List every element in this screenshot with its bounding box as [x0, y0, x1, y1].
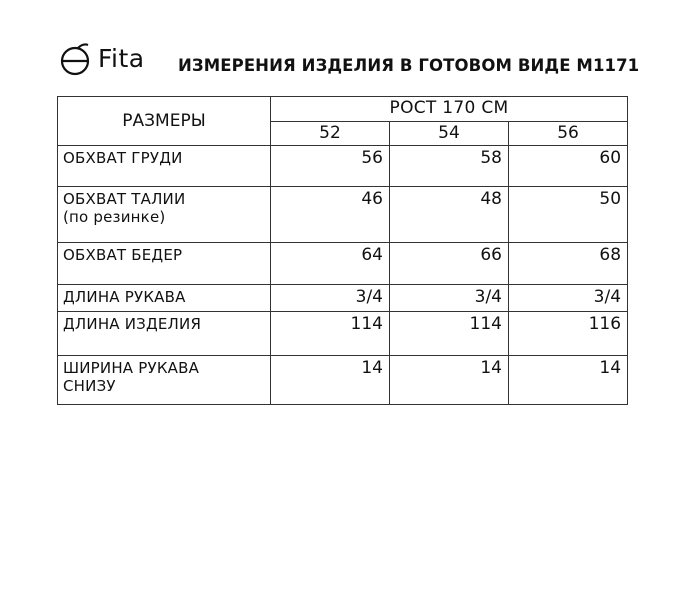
- row-value: 116: [509, 312, 628, 356]
- row-value: 66: [390, 243, 509, 285]
- brand-logo: [58, 40, 168, 80]
- table-row: [58, 187, 628, 243]
- row-label-text: ОБХВАТ ГРУДИ: [63, 149, 183, 167]
- table-row: [58, 312, 628, 356]
- row-value: 46: [271, 187, 390, 243]
- row-label-text: ДЛИНА ИЗДЕЛИЯ: [63, 315, 202, 333]
- measurement-table: [57, 96, 628, 405]
- row-value: 14: [509, 356, 628, 405]
- row-value: 68: [509, 243, 628, 285]
- row-value: 114: [390, 312, 509, 356]
- row-value: 60: [509, 146, 628, 187]
- height-header: РОСТ 170 СМ: [271, 97, 628, 122]
- brand-name: Fita: [98, 44, 145, 73]
- row-value: 56: [271, 146, 390, 187]
- table-row: [58, 146, 628, 187]
- row-label: [58, 146, 271, 187]
- row-value: 58: [390, 146, 509, 187]
- row-label-text: ДЛИНА РУКАВА: [63, 288, 186, 306]
- row-label: [58, 312, 271, 356]
- page-title: ИЗМЕРЕНИЯ ИЗДЕЛИЯ В ГОТОВОМ ВИДЕ М1171: [178, 56, 640, 75]
- row-value: 64: [271, 243, 390, 285]
- row-label: [58, 187, 271, 243]
- row-label-subtext: СНИЗУ: [63, 377, 116, 395]
- row-label-text: ОБХВАТ ТАЛИИ: [63, 190, 186, 208]
- size-header: 54: [390, 121, 509, 146]
- row-label: [58, 243, 271, 285]
- sizes-header: РАЗМЕРЫ: [58, 97, 271, 146]
- row-value: 3/4: [509, 285, 628, 312]
- row-label-subtext: (по резинке): [63, 208, 166, 226]
- row-value: 14: [390, 356, 509, 405]
- row-label: [58, 285, 271, 312]
- row-value: 50: [509, 187, 628, 243]
- row-label: [58, 356, 271, 405]
- row-value: 14: [271, 356, 390, 405]
- table-row: [58, 356, 628, 405]
- row-value: 3/4: [390, 285, 509, 312]
- row-label-text: ОБХВАТ БЕДЕР: [63, 246, 183, 264]
- page-header: [58, 40, 638, 80]
- table-row: [58, 243, 628, 285]
- fita-logo-icon: [58, 42, 94, 78]
- size-header: 56: [509, 121, 628, 146]
- row-value: 3/4: [271, 285, 390, 312]
- row-value: 48: [390, 187, 509, 243]
- size-header: 52: [271, 121, 390, 146]
- row-value: 114: [271, 312, 390, 356]
- table-row: [58, 285, 628, 312]
- row-label-text: ШИРИНА РУКАВА: [63, 359, 200, 377]
